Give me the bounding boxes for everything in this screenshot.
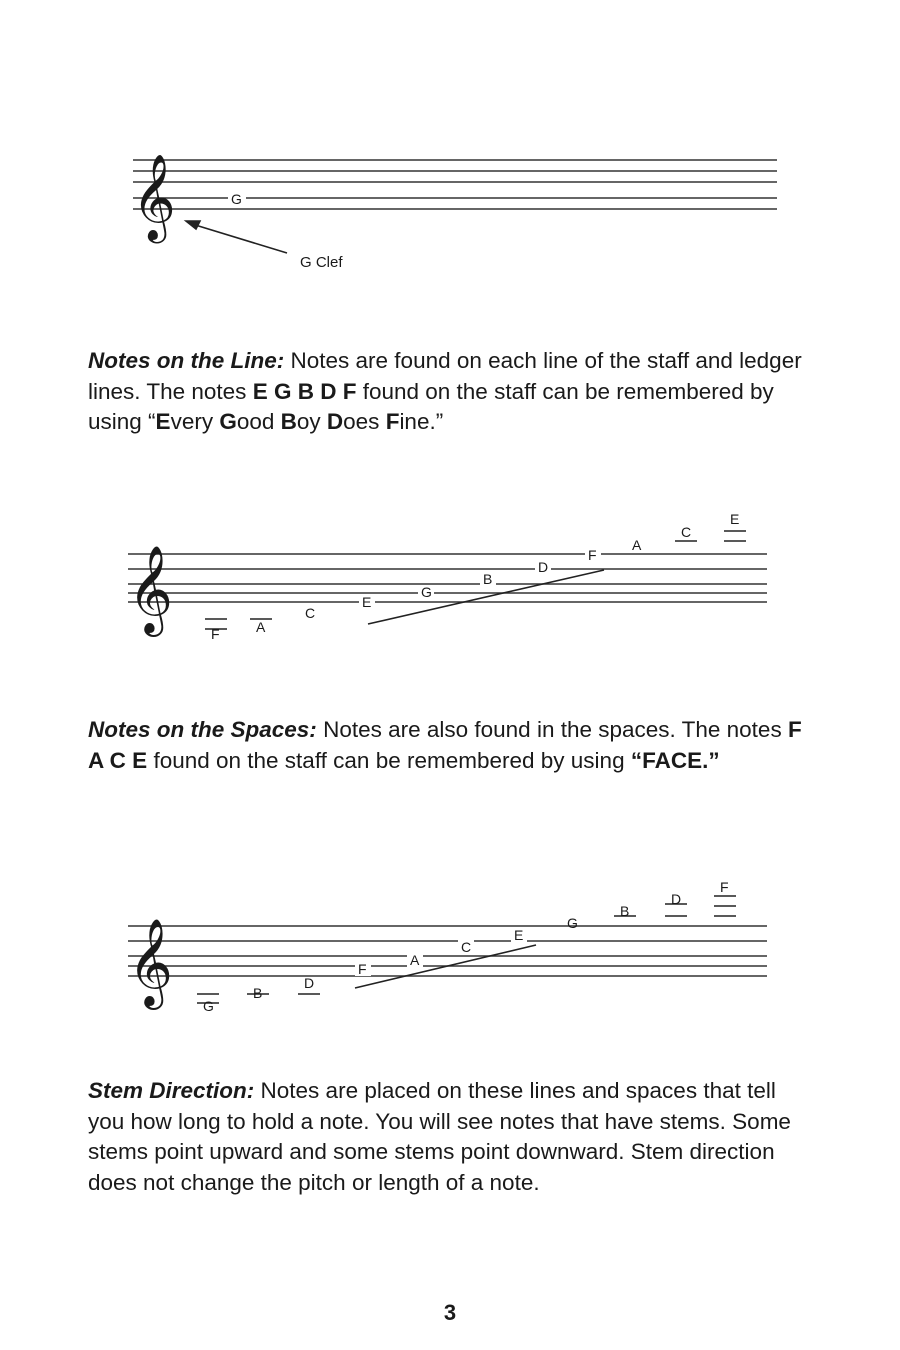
note-label: A (256, 619, 266, 635)
note-label: E (514, 927, 524, 943)
note-label: F (588, 547, 597, 563)
mnemonic-rest: oes (343, 409, 386, 434)
clef-caption: G Clef (300, 254, 343, 271)
mnemonic-letter: G (219, 409, 237, 434)
mnemonic-rest: oy (296, 409, 327, 434)
mnemonic-letter: D (326, 409, 344, 434)
notes-on-spaces-letters: F A C E (88, 717, 802, 773)
treble-clef-icon: 𝄞 (128, 917, 173, 1006)
staff-lines (128, 926, 767, 976)
note-label: D (538, 559, 549, 575)
stem-direction-paragraph (88, 1076, 818, 1198)
staff-figure-line-notes (0, 500, 900, 660)
notes-on-line-text-2: found on the staff can be remembered by using “ (88, 378, 774, 434)
notes-on-spaces-title: Notes on the Spaces: (88, 717, 317, 742)
note-label: G (567, 915, 578, 931)
page-number: 3 (443, 1300, 457, 1325)
notes-on-spaces-paragraph (88, 715, 818, 776)
notes-on-line-text-3: ” (435, 409, 444, 434)
note-label: F (358, 961, 367, 977)
note-label: A (410, 952, 420, 968)
staff-figure-g-clef (0, 130, 900, 290)
note-label: B (483, 571, 493, 587)
mnemonic-rest: very (170, 409, 220, 434)
note-label: D (671, 891, 682, 907)
note-label: F (211, 626, 220, 642)
note-label: G (421, 584, 432, 600)
note-label: E (730, 511, 740, 527)
note-label: F (720, 879, 729, 895)
mnemonic-letter: B (280, 409, 297, 434)
note-label: G (203, 998, 214, 1014)
note-label: C (461, 939, 472, 955)
note-label: C (681, 524, 692, 540)
note-label: E (362, 594, 372, 610)
mnemonic-rest: ine. (399, 409, 436, 434)
treble-clef-icon: 𝄞 (128, 544, 173, 633)
stem-direction-text: Notes are placed on these lines and spaces that tell you how long to hold a note. You will see notes that have stems. Some stems point upward and some stems point downward. Stem direction does not change the pitch or length of a note. (88, 1078, 791, 1195)
staff-lines (128, 554, 767, 602)
mnemonic-letter: F (385, 409, 400, 434)
notes-on-spaces-text-2: found on the staff can be remembered by using (147, 747, 631, 773)
notes-on-line-text-1: Notes are found on each line of the staff and ledger lines. The notes (88, 348, 802, 404)
mnemonic-rest: ood (236, 409, 281, 434)
mnemonic-letter: E (155, 409, 171, 434)
notes-on-spaces-text-1: Notes are also found in the spaces. The notes (316, 717, 788, 742)
note-label: D (304, 975, 315, 991)
note-label-g: G (231, 191, 242, 207)
staff-figure-space-notes (0, 870, 900, 1030)
note-label: B (620, 903, 630, 919)
stem-direction-title: Stem Direction: (88, 1078, 255, 1103)
notes-on-line-title: Notes on the Line: (88, 348, 285, 373)
note-label: A (632, 537, 642, 553)
note-label: B (253, 985, 263, 1001)
face-mnemonic: “FACE.” (630, 747, 720, 773)
clef-pointer-arrow-icon (186, 221, 287, 253)
note-label: C (305, 605, 316, 621)
notes-on-line-paragraph (88, 346, 818, 438)
treble-clef-icon: 𝄞 (132, 154, 176, 240)
notes-on-line-letters: E G B D F (252, 378, 357, 404)
